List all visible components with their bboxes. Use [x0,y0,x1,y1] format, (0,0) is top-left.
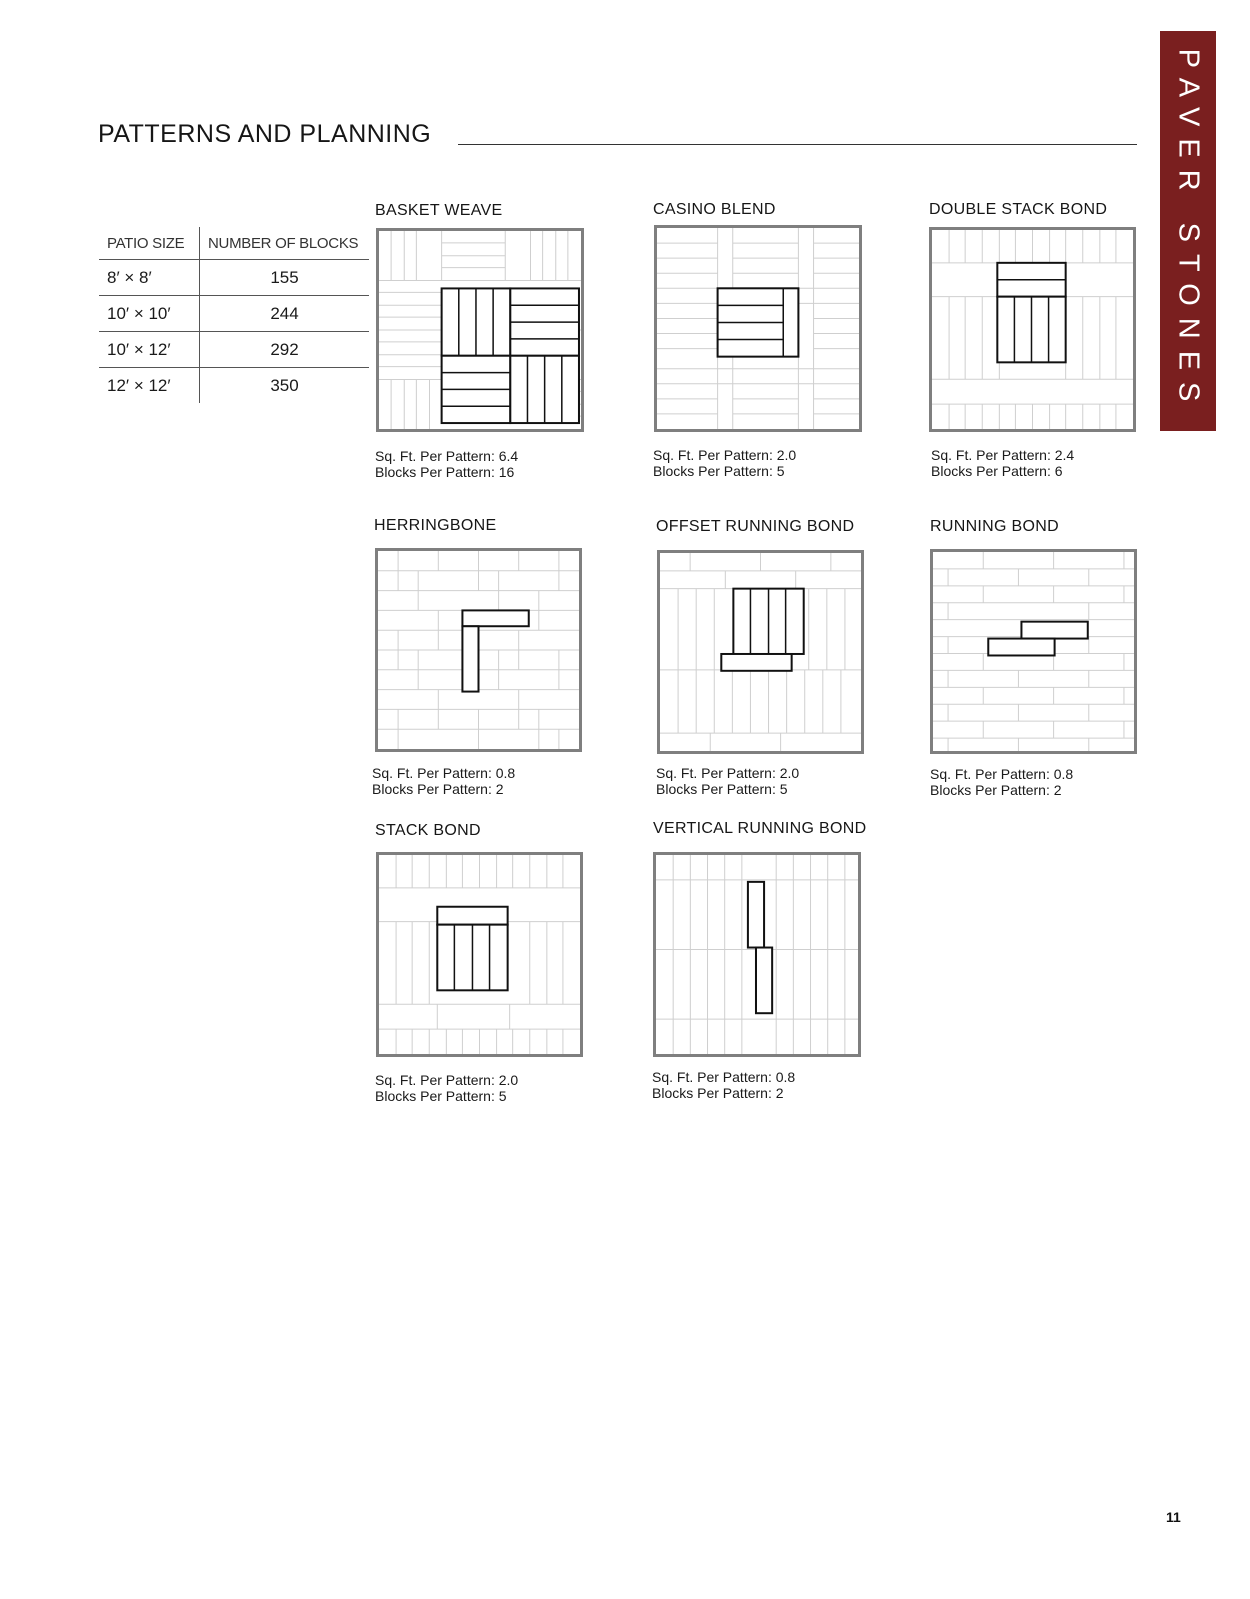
pattern-name-running-bond: RUNNING BOND [930,518,1059,535]
vertical-running-bond-pattern-icon [656,855,858,1054]
pattern-name-vertical-running-bond: VERTICAL RUNNING BOND [653,820,867,837]
pattern-stats-double-stack-bond [931,447,1074,479]
block-count-cell: 292 [200,332,370,368]
page-title: PATTERNS AND PLANNING [98,120,432,148]
herringbone-pattern-icon [378,551,579,749]
blocks-per-pattern: Blocks Per Pattern: 5 [656,781,788,797]
pattern-stats-running-bond [930,766,1073,798]
pattern-diagram-double-stack-bond [929,227,1136,432]
pattern-diagram-herringbone [375,548,582,752]
pattern-stats-vertical-running-bond [652,1069,795,1101]
basket-weave-pattern-icon [379,231,581,429]
pattern-stats-offset-running-bond [656,765,799,797]
blocks-per-pattern: Blocks Per Pattern: 6 [931,463,1063,479]
sqft-per-pattern: Sq. Ft. Per Pattern: 2.4 [931,447,1075,463]
running-bond-pattern-icon [933,552,1134,751]
pattern-stats-casino-blend [653,447,796,479]
pattern-name-casino-blend: CASINO BLEND [653,201,776,218]
side-tab [1160,31,1216,431]
blocks-per-pattern: Blocks Per Pattern: 5 [375,1088,507,1104]
offset-running-bond-pattern-icon [660,553,861,751]
sqft-per-pattern: Sq. Ft. Per Pattern: 2.0 [375,1072,519,1088]
sqft-per-pattern: Sq. Ft. Per Pattern: 0.8 [930,766,1074,782]
block-count-cell: 350 [270,375,299,395]
double-stack-bond-pattern-icon [932,230,1133,429]
sqft-per-pattern: Sq. Ft. Per Pattern: 0.8 [372,765,516,781]
pattern-diagram-stack-bond [376,852,583,1057]
table-row [99,332,369,368]
pattern-name-stack-bond: STACK BOND [375,822,481,839]
pattern-stats-herringbone [372,765,515,797]
column-header: NUMBER OF BLOCKS [200,227,370,260]
table-header-row [99,227,369,260]
pattern-name-double-stack-bond: DOUBLE STACK BOND [929,201,1108,218]
pattern-diagram-casino-blend [654,225,862,432]
patio-size-cell: 12′ × 12′ [99,368,200,404]
casino-blend-pattern-icon [657,228,859,429]
blocks-per-pattern: Blocks Per Pattern: 2 [930,782,1062,798]
table-row [99,260,369,296]
table-row [99,296,369,332]
column-header: PATIO SIZE [99,227,200,260]
blocks-per-pattern: Blocks Per Pattern: 2 [372,781,504,797]
blocks-per-pattern: Blocks Per Pattern: 2 [652,1085,784,1101]
pattern-diagram-offset-running-bond [657,550,864,754]
page-number: 11 [1166,1509,1181,1525]
patio-size-cell: 10′ × 12′ [99,332,200,368]
side-tab-label: PAVER STONES [1172,48,1205,414]
pattern-stats-stack-bond [375,1072,518,1104]
pattern-stats-basket-weave [375,448,518,480]
sqft-per-pattern: Sq. Ft. Per Pattern: 6.4 [375,448,519,464]
pattern-name-basket-weave: BASKET WEAVE [375,202,503,219]
patio-size-cell: 8′ × 8′ [99,260,200,296]
patio-size-table [99,227,369,403]
title-rule [458,144,1137,145]
pattern-name-herringbone: HERRINGBONE [374,517,497,534]
pattern-diagram-running-bond [930,549,1137,754]
sqft-per-pattern: Sq. Ft. Per Pattern: 0.8 [652,1069,796,1085]
patio-size-cell: 10′ × 10′ [99,296,200,332]
stack-bond-pattern-icon [379,855,580,1054]
table-row [99,368,369,404]
block-count-cell: 155 [200,260,370,296]
blocks-per-pattern: Blocks Per Pattern: 16 [375,464,515,480]
pattern-diagram-basket-weave [376,228,584,432]
pattern-diagram-vertical-running-bond [653,852,861,1057]
sqft-per-pattern: Sq. Ft. Per Pattern: 2.0 [653,447,797,463]
block-count-cell: 244 [200,296,370,332]
blocks-per-pattern: Blocks Per Pattern: 5 [653,463,785,479]
pattern-name-offset-running-bond: OFFSET RUNNING BOND [656,518,855,535]
sqft-per-pattern: Sq. Ft. Per Pattern: 2.0 [656,765,800,781]
